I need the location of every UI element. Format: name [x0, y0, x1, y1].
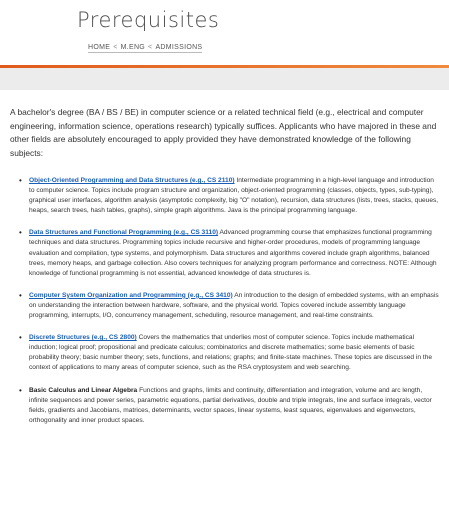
gray-band — [0, 68, 449, 90]
subject-description: Functions and graphs, limits and continuity, differentiation and integration, volume and arc length, infinite sequences and power series, parametric equations, partial derivatives, double and triple integrals, line and surface integrals, vector fields, gradients and Jacobians, matrices, determinants, vector spaces, linear systems, least squares, eigenvalues and eigenvectors, orthogonality and inner product spaces. — [29, 386, 432, 424]
bullet-icon: • — [19, 385, 22, 395]
breadcrumb-separator: < — [113, 44, 118, 51]
subject-title-calculus: Basic Calculus and Linear Algebra — [29, 386, 138, 394]
bullet-icon: • — [19, 333, 22, 343]
subject-description: Covers the mathematics that underlies most of computer science. Topics include mathematical induction; logical proof; propositional and predicate calculus; combinatorics and discrete mathematics; some basic elements of basic probability theory; basic number theory; sets, functions, and relations; graphs; and finite-state machines. These topics are discussed in the context of applications to many areas of computer science, such as the RSA cryptosystem and web searching. — [29, 334, 433, 372]
main-content — [0, 90, 449, 438]
page-header — [0, 0, 449, 65]
list-item — [19, 333, 439, 373]
subject-link-cs3410[interactable]: Computer System Organization and Programming (e.g., CS 3410) — [29, 291, 233, 299]
subject-description: Advanced programming course that emphasizes functional programming techniques and data structures. Programming topics include recursive and higher-order procedures, models of programming language evaluation and compilation, type systems, and polymorphism. Data structures and algorithms covered include graph algorithms, balanced trees, memory heaps, and garbage collection. Also covers techniques for analyzing program performance and correctness. NOTE: Although knowledge of functional programming is not essential, advanced knowledge of data structures is. — [29, 229, 437, 277]
subject-description: Intermediate programming in a high-level language and introduction to computer science. Topics include program structure and organization, object-oriented programming (classes, objects, types, sub-typing), graphical user interfaces, algorithm analysis (asymptotic complexity, big "O" notation), recursion, data structures (lists, trees, stacks, queues, heaps, search trees, hash tables, graphs), simple graph algorithms. Java is the principal programming language. — [29, 177, 439, 215]
list-item — [19, 290, 439, 321]
list-item — [19, 176, 439, 216]
breadcrumb-admissions[interactable]: ADMISSIONS — [155, 44, 203, 51]
subject-link-cs3110[interactable]: Data Structures and Functional Programming (e.g., CS 3110) — [29, 229, 219, 237]
bullet-icon: • — [19, 228, 22, 238]
list-item — [19, 228, 439, 278]
breadcrumb-separator: < — [148, 44, 153, 51]
subject-link-cs2800[interactable]: Discrete Structures (e.g., CS 2800) — [29, 334, 137, 342]
breadcrumb-meng[interactable]: M.ENG — [120, 44, 146, 51]
bullet-icon: • — [19, 290, 22, 300]
bullet-icon: • — [19, 176, 22, 185]
subject-link-cs2110[interactable]: Object-Oriented Programming and Data Structures (e.g., CS 2110) — [29, 177, 235, 184]
page-title: Prerequisites — [77, 8, 220, 32]
subjects-list — [0, 176, 449, 426]
list-item — [19, 385, 439, 426]
intro-paragraph: A bachelor's degree (BA / BS / BE) in computer science or a related technical field (e.g., electrical and computer engineering, information science, operations research) typically suffices. Applicants who have majored in these and other fields are absolutely encouraged to apply provided they have demonstrated knowledge of the following subjects: — [10, 107, 437, 158]
subject-description: An introduction to the design of embedded systems, with an emphasis on understanding the interaction between hardware, software, and the physical world. Topics covered include assembly language programming, interrupts, I/O, concurrency management, scheduling, resource management, and real-time constraints. — [29, 291, 439, 320]
breadcrumb — [88, 44, 202, 53]
breadcrumb-home[interactable]: HOME — [88, 44, 111, 51]
